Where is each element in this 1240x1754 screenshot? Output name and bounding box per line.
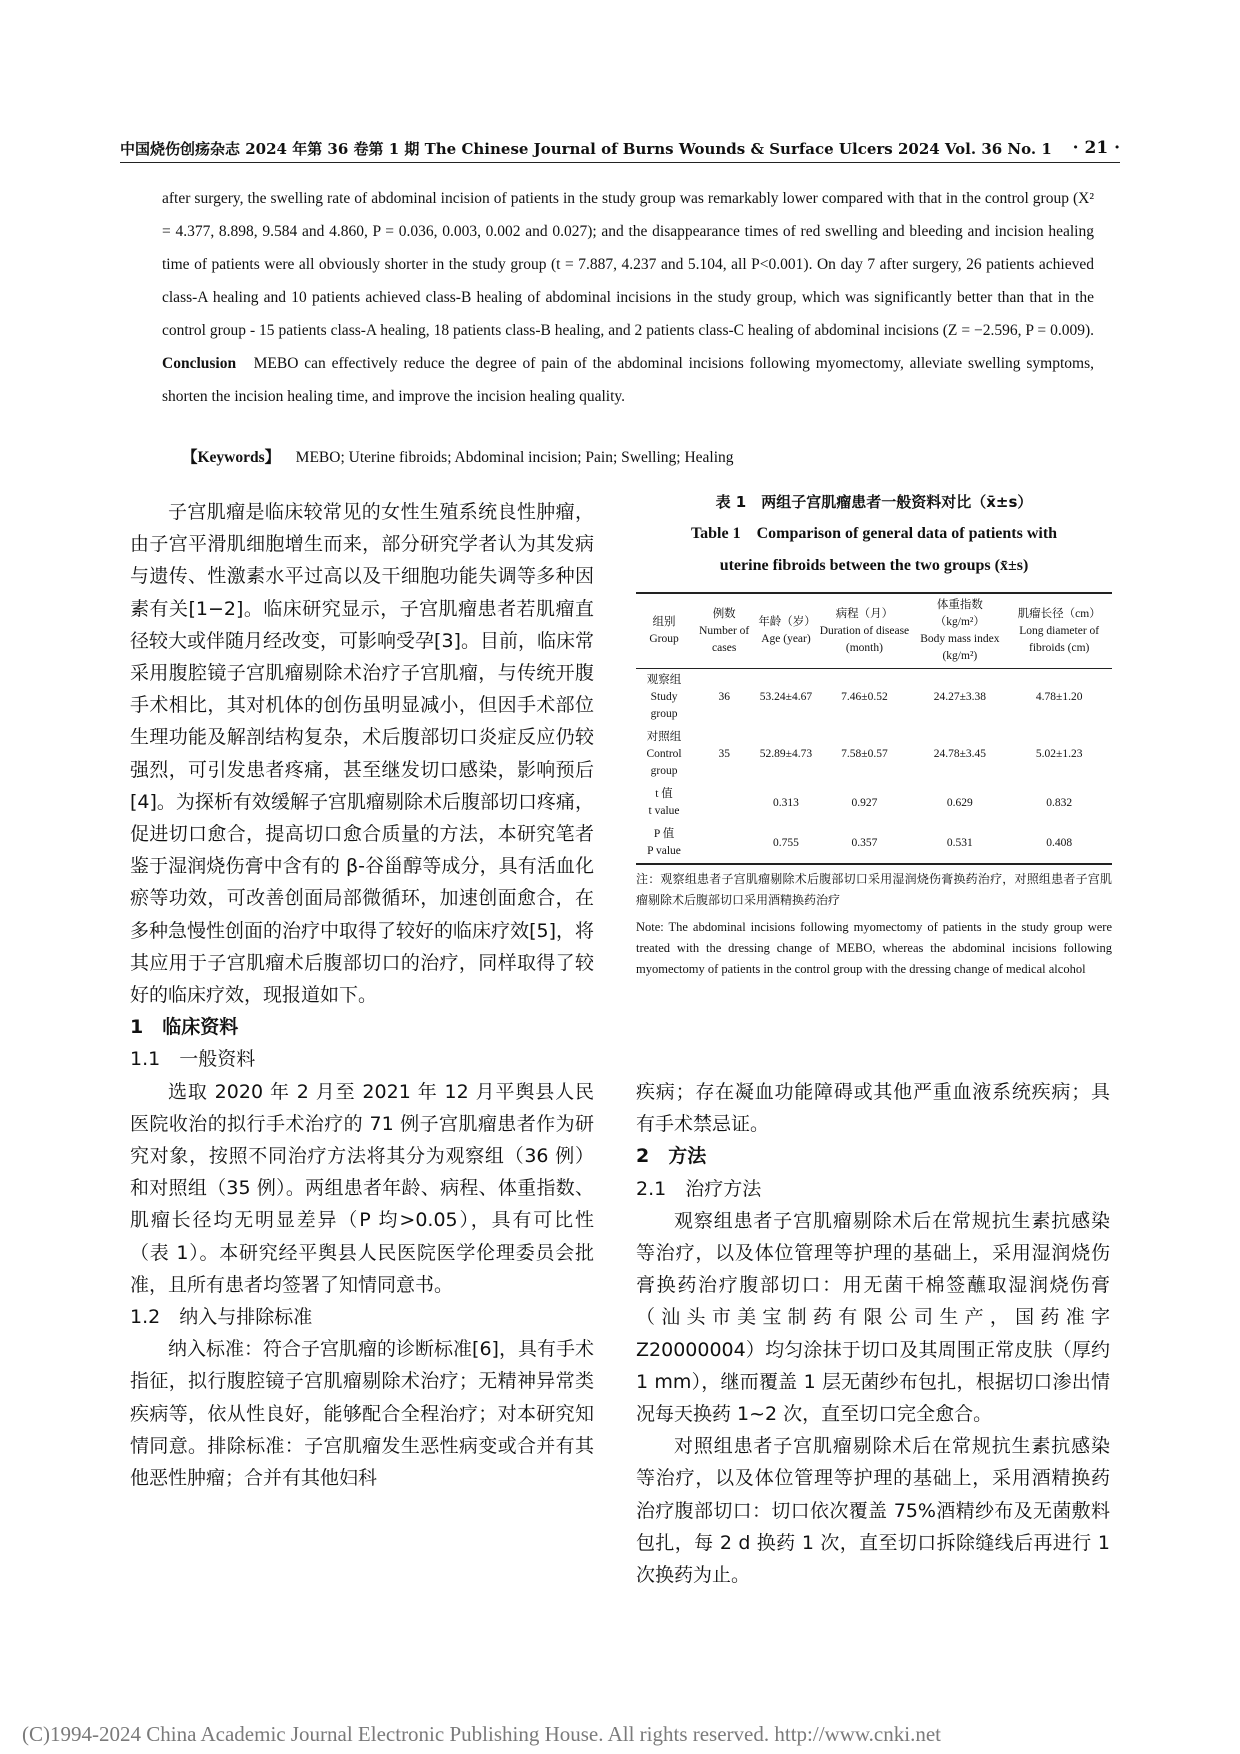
section-1-heading: 1 临床资料 — [130, 1016, 239, 1039]
section-1-1-heading: 1.1 一般资料 — [130, 1048, 256, 1071]
section-1-2-heading: 1.2 纳入与排除标准 — [130, 1306, 313, 1329]
journal-header: 中国烧伤创疡杂志 2024 年第 36 卷第 1 期 The Chinese Journal of Burns Wounds & Surface Ulcers 2024 Vol. 36 No. 1 — [120, 140, 1052, 158]
section-2-heading: 2 方法 — [636, 1145, 707, 1168]
keywords-label: 【Keywords】 — [182, 449, 281, 466]
table-title-en-2: uterine fibroids between the two groups (x̄±s) — [719, 557, 1029, 574]
th-duration: 病程（月） Duration of disease (month) — [819, 607, 910, 654]
table-note-en: Note: The abdominal incisions following myomectomy of patients in the study group were treated with the dressing change of MEBO, whereas the abdominal incisions following myomectomy of patients in the control group with the dressing change of medical alcohol — [636, 920, 1112, 976]
exclusion-continuation: 疾病；存在凝血功能障碍或其他严重血液系统疾病；具有手术禁忌证。 — [636, 1081, 1110, 1136]
study-group-treatment-paragraph: 观察组患者子宫肌瘤剔除术后在常规抗生素抗感染等治疗，以及体位管理等护理的基础上，采用湿润烧伤膏换药治疗腹部切口：用无菌干棉签蘸取湿润烧伤膏（汕头市美宝制药有限公司生产，国药准字 Z20000004）均匀涂抹于切口及其周围正常皮肤（厚约 1 mm），继而覆盖 1 层无菌纱布包扎，根据切口渗出情况每天换药 1~2 次，直至切口完全愈合。 — [636, 1209, 1110, 1426]
th-diameter: 肌瘤长径（cm） Long diameter of fibroids (cm) — [1017, 607, 1101, 654]
th-age: 年龄（岁） Age (year) — [758, 616, 816, 645]
running-header — [120, 138, 1120, 158]
page-number: · 21 · — [1072, 138, 1120, 158]
right-column — [636, 1076, 1110, 1591]
left-column — [130, 496, 594, 1494]
section-1-1-paragraph: 选取 2020 年 2 月至 2021 年 12 月平舆县人民医院收治的拟行手术治疗的 71 例子宫肌瘤患者作为研究对象，按照不同治疗方法将其分为观察组（36 例）和对照组（35 例）。两组患者年龄、病程、体重指数、肌瘤长径均无明显差异（P 均>0.05），具有可比性（表 1）。本研究经平舆县人民医院医学伦理委员会批准，且所有患者均签署了知情同意书。 — [130, 1080, 594, 1296]
conclusion-text: MEBO can effectively reduce the degree of pain of the abdominal incisions following myomectomy, alleviate swelling symptoms, shorten the incision healing time, and improve the incision healing quality. — [162, 355, 1094, 405]
keywords-line — [182, 445, 1082, 467]
table-title-en-1: Table 1 Comparison of general data of patients with — [690, 525, 1058, 542]
th-group: 组别 Group — [649, 616, 679, 645]
conclusion-label: Conclusion — [162, 355, 237, 372]
english-abstract — [162, 182, 1094, 413]
table-row: P 值 P value 0.755 0.357 0.531 0.408 — [636, 823, 1112, 864]
table-row: 对照组 Control group 35 52.89±4.73 7.58±0.57 24.78±3.45 5.02±1.23 — [646, 731, 1083, 777]
table-note-cn: 注：观察组患者子宫肌瘤剔除术后腹部切口采用湿润烧伤膏换药治疗，对照组患者子宫肌瘤剔除术后腹部切口采用酒精换药治疗 — [636, 872, 1112, 907]
section-2-1-heading: 2.1 治疗方法 — [636, 1177, 762, 1200]
abstract-results-text: after surgery, the swelling rate of abdominal incision of patients in the study group was remarkably lower compared with that in the control group (Χ² = 4.377, 8.898, 9.584 and 4.860, P = 0.036, 0.003, 0.002 and 0.027); and the disappearance times of red swelling and bleeding and incision healing time of patients were all obviously shorter in the study group (t = 7.887, 4.237 and 5.104, all P<0.001). On day 7 after surgery, 26 patients achieved class-A healing and 10 patients achieved class-B healing of abdominal incisions in the study group, which was significantly better than that in the control group - 15 patients class-A healing, 18 patients class-B healing, and 2 patients class-C healing of abdominal incisions (Z = −2.596, P = 0.009). — [162, 190, 1094, 339]
table-row: 观察组 Study group 36 53.24±4.67 7.46±0.52 24.27±3.38 4.78±1.20 — [646, 674, 1083, 720]
copyright-footer: (C)1994-2024 China Academic Journal Electronic Publishing House. All rights reserved. http://www.cnki.net — [22, 1722, 941, 1746]
section-1-2-paragraph: 纳入标准：符合子宫肌瘤的诊断标准[6]，具有手术指征，拟行腹腔镜子宫肌瘤剔除术治疗；无精神异常类疾病等，依从性良好，能够配合全程治疗；对本研究知情同意。排除标准：子宫肌瘤发生恶性病变或合并有其他恶性肿瘤；合并有其他妇科 — [130, 1338, 594, 1490]
abstract-results — [162, 182, 1094, 413]
keywords-text: MEBO; Uterine fibroids; Abdominal incision; Pain; Swelling; Healing — [295, 449, 734, 466]
table-row: t 值 t value 0.313 0.927 0.629 0.832 — [648, 788, 1073, 817]
control-group-treatment-paragraph: 对照组患者子宫肌瘤剔除术后在常规抗生素抗感染等治疗，以及体位管理等护理的基础上，采用酒精换药治疗腹部切口：切口依次覆盖 75%酒精纱布及无菌敷料包扎，每 2 d 换药 1 次，直至切口拆除缝线后再进行 1 次换药为止。 — [636, 1435, 1110, 1587]
th-cases: 例数 Number of cases — [699, 607, 750, 654]
table-1 — [636, 592, 1112, 865]
table-title-cn: 表 1 两组子宫肌瘤患者一般资料对比（x̄±s） — [715, 493, 1033, 511]
table-header-row — [636, 593, 1112, 669]
header-rule — [120, 162, 1120, 163]
th-bmi: 体重指数（kg/m²） Body mass index (kg/m²) — [920, 599, 1000, 662]
intro-paragraph: 子宫肌瘤是临床较常见的女性生殖系统良性肿瘤，由子宫平滑肌细胞增生而来，部分研究学者认为其发病与遗传、性激素水平过高以及干细胞功能失调等多种因素有关[1−2]。临床研究显示，子宫肌瘤患者若肌瘤直径较大或伴随月经改变，可影响受孕[3]。目前，临床常采用腹腔镜子宫肌瘤剔除术治疗子宫肌瘤，与传统开腹手术相比，其对机体的创伤虽明显减小，但因手术部位生理功能及解剖结构复杂，术后腹部切口炎症反应仍较强烈，可引发患者疼痛，甚至继发切口感染，影响预后[4]。为探析有效缓解子宫肌瘤剔除术后腹部切口疼痛，促进切口愈合，提高切口愈合质量的方法，本研究笔者鉴于湿润烧伤膏中含有的 β-谷甾醇等成分，具有活血化瘀等功效，可改善创面局部微循环，加速创面愈合，在多种急慢性创面的治疗中取得了较好的临床疗效[5]，将其应用于子宫肌瘤术后腹部切口的治疗，同样取得了较好的临床疗效，现报道如下。 — [130, 501, 594, 1007]
table-1-block — [636, 486, 1112, 980]
